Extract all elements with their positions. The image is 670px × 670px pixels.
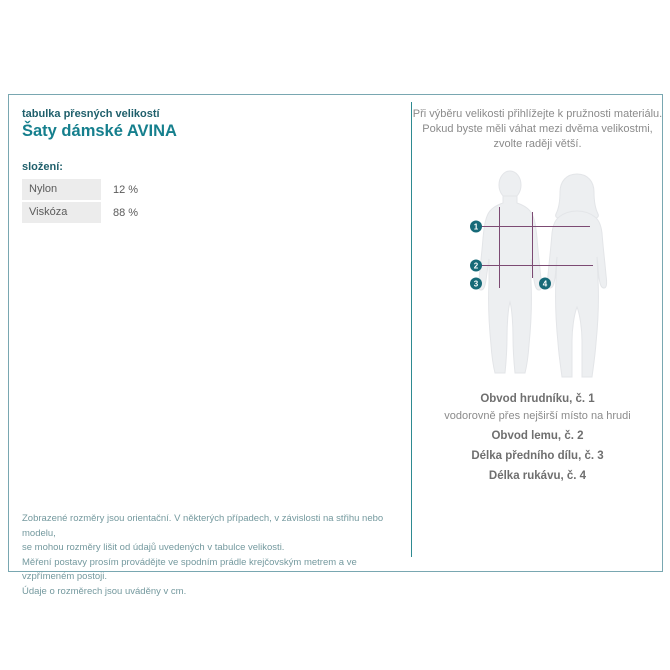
- hint-line: Pokud byste měli váhat mezi dvěma velikostmi,: [422, 123, 653, 135]
- table-row: [22, 179, 242, 200]
- composition-table: [22, 179, 242, 225]
- measurement-legend: [412, 392, 663, 489]
- measurement-figure: [460, 165, 660, 390]
- table-row: [22, 202, 242, 223]
- measurement-label-4: Délka rukávu, č. 4: [488, 470, 587, 482]
- left-column: [9, 95, 411, 597]
- disclaimer-line: Údaje o rozměrech jsou uváděny v cm.: [22, 585, 187, 597]
- measure-point-4: [539, 278, 551, 290]
- measure-point-3: [470, 278, 482, 290]
- material-percent-cell: 12 %: [113, 183, 139, 196]
- disclaimer-line: Měření postavy prosím provádějte ve spodním prádle krejčovským metrem a ve vzpřímeném postoji.: [22, 556, 357, 582]
- right-column: [412, 95, 663, 571]
- svg-text:1: 1: [473, 222, 479, 232]
- svg-text:2: 2: [473, 261, 479, 271]
- measurement-label-2: Obvod lemu, č. 2: [491, 430, 584, 442]
- table-caption: tabulka přesných velikostí: [22, 108, 160, 120]
- measure-point-1: [470, 221, 482, 233]
- disclaimer-line: Zobrazené rozměry jsou orientační. V některých případech, v závislosti na střihu nebo modelu,: [22, 513, 384, 539]
- disclaimer: [22, 512, 407, 599]
- svg-text:4: 4: [542, 279, 548, 289]
- svg-text:3: 3: [473, 279, 479, 289]
- measurement-label-3: Délka předního dílu, č. 3: [471, 450, 604, 462]
- material-name-cell: Viskóza: [22, 202, 101, 223]
- product-title: Šaty dámské AVINA: [22, 122, 177, 140]
- material-name-cell: Nylon: [22, 179, 101, 200]
- measurement-label-1: Obvod hrudníku, č. 1: [480, 393, 595, 405]
- size-hint: [412, 107, 663, 152]
- female-back-silhouette: [547, 174, 606, 377]
- measure-point-2: [470, 260, 482, 272]
- material-percent-cell: 88 %: [113, 206, 139, 219]
- composition-heading: složení:: [22, 161, 63, 173]
- content-box: [8, 94, 663, 597]
- disclaimer-line: se mohou rozměry lišit od údajů uvedených v tabulce velikosti.: [22, 542, 285, 553]
- hint-line: Při výběru velikosti přihlížejte k pružnosti materiálu.: [412, 108, 663, 120]
- measurement-note-1: vodorovně přes nejširší místo na hrudi: [444, 410, 631, 422]
- hint-line: zvolte raději větší.: [493, 138, 582, 150]
